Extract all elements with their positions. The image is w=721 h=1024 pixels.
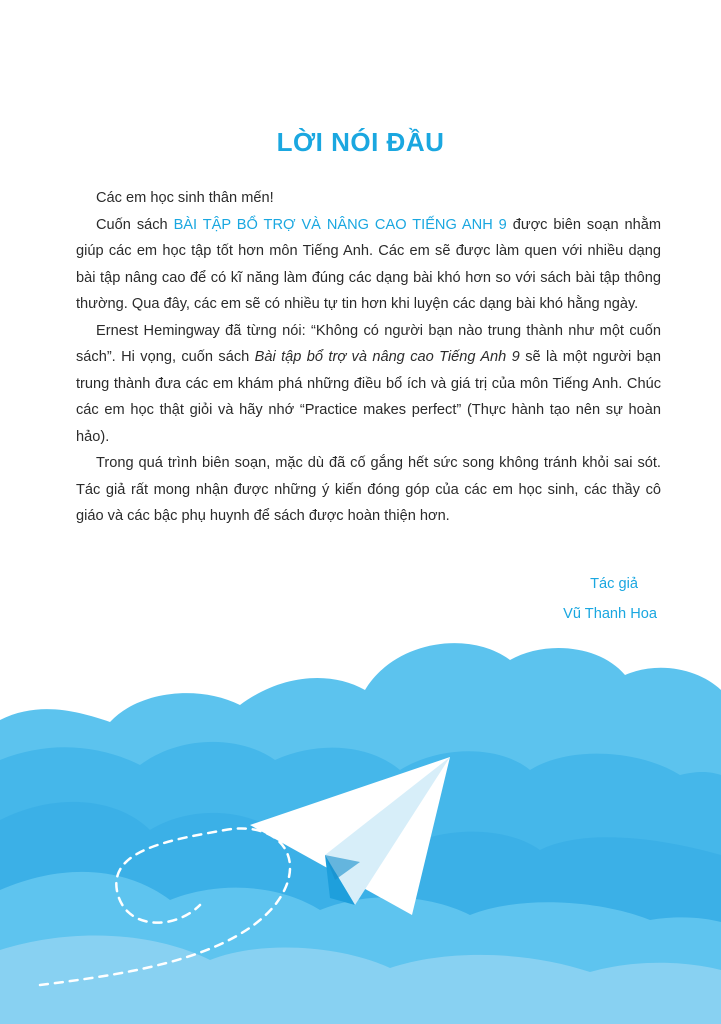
signature-name: Vũ Thanh Hoa bbox=[563, 606, 657, 622]
greeting: Các em học sinh thân mến! bbox=[96, 190, 274, 206]
para2-before: Ernest Hemingway đã từng nói: “Không có người bạn nào trung thành như một cuốn sách”. Hi vọng, cuốn sách bbox=[76, 322, 661, 365]
book-title-highlight: BÀI TẬP BỔ TRỢ VÀ NÂNG CAO TIẾNG ANH 9 bbox=[173, 216, 507, 233]
page-title: LỜI NÓI ĐẦU bbox=[276, 127, 445, 157]
paragraph-2 bbox=[76, 318, 661, 451]
paragraph-1 bbox=[76, 212, 661, 318]
para1-before: Cuốn sách bbox=[96, 216, 174, 233]
foreword-body bbox=[76, 185, 661, 530]
signature-role: Tác giả bbox=[590, 576, 638, 592]
para1-after: được biên soạn nhằm giúp các em học tập tốt hơn môn Tiếng Anh. Các em sẽ được làm quen với nhiều dạng bài tập nâng cao để có kĩ năng làm đúng các dạng bài khó hơn so với sách bài tập thông thường. Qua đây, các em sẽ có nhiều tự tin hơn khi luyện các dạng bài khó hằng ngày. bbox=[76, 216, 661, 312]
para2-after: sẽ là một người bạn trung thành đưa các em khám phá những điều bổ ích và giá trị của môn Tiếng Anh. Chúc các em học thật giỏi và hãy nhớ “Practice makes perfect” (Thực hành tạo nên sự hoàn hảo). bbox=[76, 349, 662, 445]
book-title-italic: Bài tập bổ trợ và nâng cao Tiếng Anh 9 bbox=[254, 349, 520, 365]
paragraph-3: Trong quá trình biên soạn, mặc dù đã cố gắng hết sức song không tránh khỏi sai sót. Tác giả rất mong nhận được những ý kiến đóng góp của các em học sinh, các thầy cô giáo và các bậc phụ huynh để sách được hoàn thiện hơn. bbox=[76, 455, 661, 524]
